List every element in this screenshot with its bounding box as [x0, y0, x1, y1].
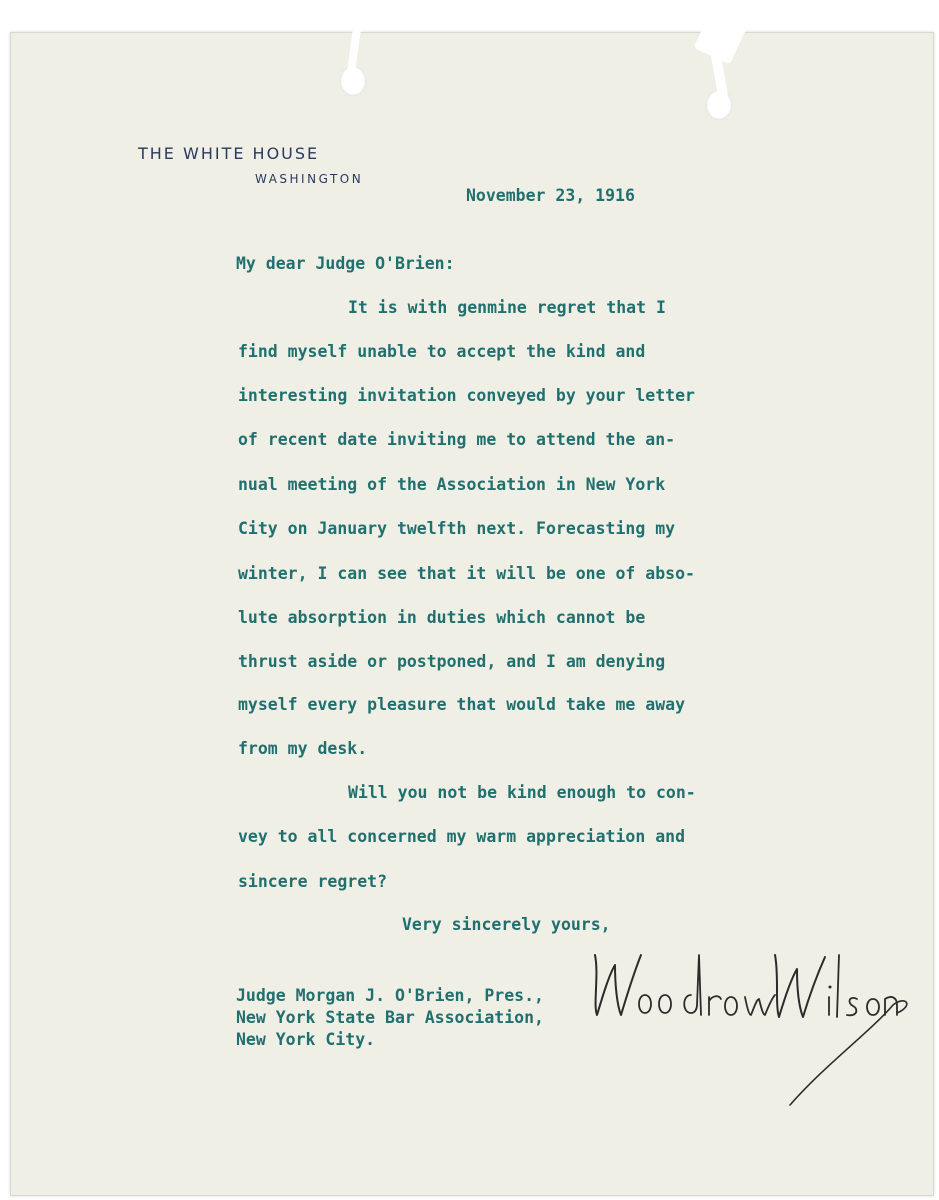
body-line: nual meeting of the Association in New York [238, 475, 666, 494]
body-line: thrust aside or postponed, and I am denying [238, 652, 666, 671]
recipient-line: New York City. [236, 1030, 376, 1049]
body-line: lute absorption in duties which cannot be [238, 608, 646, 627]
body-line: interesting invitation conveyed by your letter [238, 386, 695, 405]
recipient-line: Judge Morgan J. O'Brien, Pres., [236, 986, 544, 1005]
letter-date: November 23, 1916 [466, 186, 635, 205]
letterhead-city: WASHINGTON [255, 172, 364, 186]
body-line: from my desk. [238, 739, 368, 758]
body-line: City on January twelfth next. Forecasting my [238, 519, 676, 538]
body-line: of recent date inviting me to attend the an- [238, 430, 676, 449]
letterhead-title: THE WHITE HOUSE [138, 144, 320, 163]
body-line: It is with genmine regret that I [348, 298, 666, 317]
body-line: myself every pleasure that would take me away [238, 695, 686, 714]
body-line: find myself unable to accept the kind and [238, 342, 646, 361]
body-line: winter, I can see that it will be one of abso- [238, 564, 695, 583]
body-line: vey to all concerned my warm appreciation and [238, 827, 686, 846]
closing: Very sincerely yours, [402, 915, 611, 934]
body-line: Will you not be kind enough to con- [348, 783, 696, 802]
handwritten-signature [575, 935, 915, 1115]
salutation: My dear Judge O'Brien: [236, 254, 455, 273]
recipient-line: New York State Bar Association, [236, 1008, 544, 1027]
body-line: sincere regret? [238, 872, 388, 891]
